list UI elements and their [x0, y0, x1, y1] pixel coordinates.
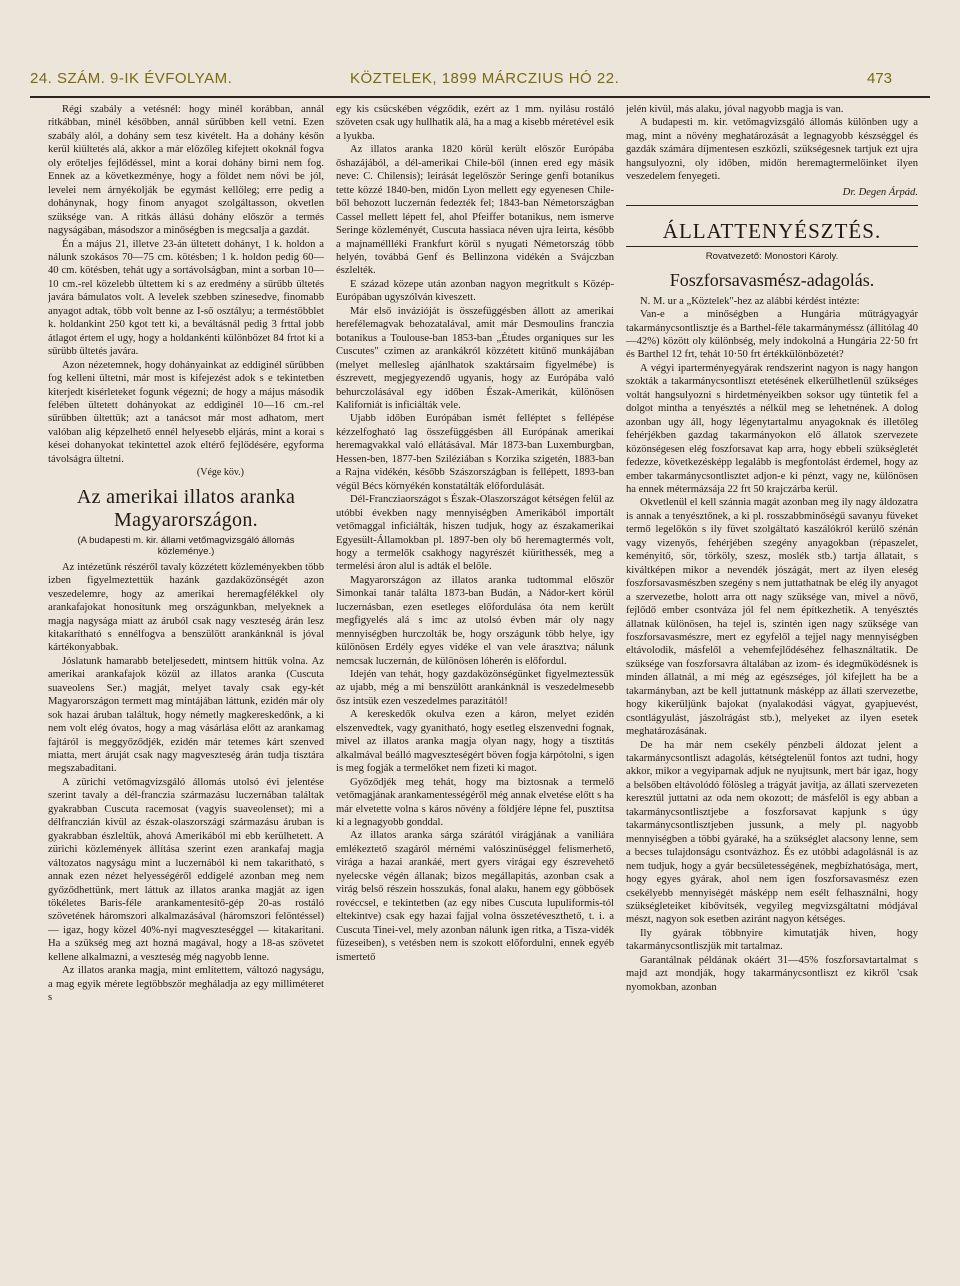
paragraph: Az illatos aranka magja, mint említettem, változó nagyságu, a mag egyik mérete legtöbbször megháladja az egy milliméteret s [48, 965, 324, 1004]
paragraph: A kereskedők okulva ezen a káron, melyet ezidén elszenvedtek, vagy gyanitható, hogy esetleg elszenvedni fognak, mivel az illatos aranka magja olyan nagy, hogy a tisztitás alkalmával beálló magveszteségért böven fogja kárpótolni, s igen is meg fogják a termelőket nem fizeti ki magot. [336, 709, 614, 775]
paragraph: A végyi iparterményegyárak rendszerint nagyon is nagy hangon szokták a takarmánycsontliszt etetésének elkerülhetlenül szükséges voltát hangsulyozni s hirdetményeikben soksor ugy tüntetik fel a dolgot mintha a tenyésztés a nélkül meg se lehetnének. A dolog azonban ugy áll, hogy légenytartalmu anyagoknak és illetőleg fehérjékben gazdag takarmányokon elő állatok szervezete közönségesen elég foszforsavat kap arra, hogy ebbeli szükségletét fedezze, következésképp legalább is megfontolást érdemel, hogy az ember takarmánycsontlisztet adjon-e ki pénzt, vagy ne, különösen ha ennek métermázsája 22 frt 50 krajczárba kerül. [626, 362, 918, 495]
paragraph: A zürichi vetőmagvizsgáló állomás utolsó évi jelentése szerint tavaly a dél-franczia származásu luczernában találtak gyakrabban Cuscuta racemosat (vagyis suaveolenset); mi a délfranczián kivül az észak-olaszországi származásu áruban is gyakrabban észleltük, ahová Amerikából mi ebb kerülhetett. A zürichi közlemények állítása szerint ezen arankafaj magja változatos nagyságu mint a luczernából ki nem takaritható, s annak ezen nézet helyességéről eddigelé azonban meg nem győződhettünk, mert láttuk az illatos aranka magját az igen tökéletes Baris-féle arankamentesítő-gép 20-as rostáló szövetének háromszori alkalmazásával (háromszori felöntéssel) — igaz, hogy közel 40%-nyi magveszteséggel — kitakaritani. Ha a szükség meg azt hozná magával, hogy a 18-as szövetet kellene alkalmazni, a veszteség még nagyobb lenne. [48, 776, 324, 963]
column-1 [48, 103, 324, 1268]
paragraph: Garantálnak példának okáért 31—45% foszforsavtartalmat s majd azt mondják, hogy takarmánycsontliszt ez kikről 'csak nyomokban, azonban [626, 954, 918, 993]
paragraph: Dél-Francziaországot s Észak-Olaszországot kétségen felül az utóbbi években nagy mennyiségben Amerikából importált vetőmaggal inficiálták, hiszen tudjuk, hogy az északamerikai Egyesült-Államokban pl. 1897-ben oly bő heremagtermés volt, hogy a termelők csakhogy nagyrészét kiürithessék, meg a termelési áron alul is adták el belőle. [336, 494, 614, 573]
article-source: (A budapesti m. kir. állami vetőmagvizsgáló állomás közleménye.) [77, 534, 295, 558]
paragraph: Én a május 21, illetve 23-án ültetett dohányt, 1 k. holdon a nálunk szokásos 70—75 cm. kötésben; 1 k. holdon pedig 60—40 cm. kötésben, tehát ugy a sortávolságban, mint a sorban 10—10 cm.-rel közelebb ültettem ki s az eredmény a sűrűbb ültetés javára bámulatos volt. A levelek szebben szinesedve, finomabb anyagot adtak, több volt benne az I-ső osztályu; a terméstöbblet k. holdankint 250 kgot tett ki, a beváltásnál pedig 3 frttal jobb átlagot értem el ugy, hogy a holdankénti különbözet 84 frtot ki a sűrübb ültetés javára. [48, 238, 324, 358]
author-signature: Dr. Degen Árpád. [842, 186, 918, 198]
issue-number: 24. SZÁM. 9-IK ÉVFOLYAM. [30, 70, 233, 87]
paragraph: Azon nézetemnek, hogy dohányainkat az eddiginél sűrűbben fog kelleni ültetni, már most is kifejezést adok s e tekintetben kiterjedt kisérleteket fogunk végezni; de hogy a május második felében ültetett dohányokat az eddiginél 10—16 cm.-rel sűrűbben ültettük; azt a tanácsot már most adhatom, mert valóban alig képzelhető ennél helyesebb eljárás, mint a korai s kései dohanyokat tekintettel azok eltérő fejlődésére, egyforma távolságra ültetni. [48, 359, 324, 465]
continued-note: (Vége köv.) [196, 467, 244, 479]
paragraph: Magyarországon az illatos aranka tudtommal először Simonkai tanár találta 1873-ban Budán, a Nádor-kert körül luczernásban, ezen esetleges előfordulása óta nem került megfigyelés alá s imc az utolsó évben már oly nagy mennyiségben hurczolták be, hogy országunk több helye, igy különösen Erdély egyes vidéke el van vele árasztva; nálunk nemcsak luczernán, de különösen lóherén is előfordul. [336, 574, 614, 667]
paragraph: Okvetlenül el kell szánnia magát azonban meg ily nagy áldozatra is annak a tenyésztőnek, a ki pl. rosszabbminőségű savanyu füveket termő legelőkön s ily füvet szolgáltató kaszálókról kerülő szénán vagy vizenyős, fehérjében szegény anyagokban (répaszelet, keményitő, sör, törköly, szesz, moslék stb.) tartja állatait, s kiváltképen mikor a nevendék jószágát, mert az ilyen eleség foszforsavasmészben szegény s nem juttathatnak be elég ily anyagot a szervezetbe, holott arra ott nagy szüksége van, mivel a növő, fejlődő ember csontváza jól fel nem építkezhetik. A tenyésztés állatnak különösen, ha tejel is, szintén igen nagy szüksége van foszforsavasmészre, mert ez egyfelől a tejjel nagy mennyiségben eltávolodik, másfelől a vehemfejlődéséhez felhasználtatik. De szüksége van foszforsavra általában az izom- és idegműködésnek is minden állatnál, a mi még az egészséges, jól kifejlett ha be a takarmányban, azt be kell juttatnunk másképp az állati szervezetbe, hogy kikerüljünk bajokat (nyalakodási vágyat, gyapjuevést, csontlágyulást, jászolrágást stb.), melyeket az ilyen esetek meghatározásának. [626, 497, 918, 738]
header-rule [30, 96, 930, 98]
section-heading: ÁLLATTENYÉSZTÉS. [626, 218, 918, 247]
paragraph: jelén kivül, más alaku, jóval nagyobb magja is van. [626, 104, 844, 115]
page-header [30, 70, 930, 96]
page-number: 473 [866, 70, 892, 87]
article-title: Foszforsavasmész-adagolás. [669, 269, 875, 290]
paragraph: Jóslatunk hamarabb beteljesedett, mintsem hittük volna. Az amerikai arankafajok közül az illatos aranka (Cuscuta suaveolens Ser.) magját, melyet tavaly csak egy-két Magyarországon termett mag mintájában láttunk, ezidén már oly sok hazai áruban találtuk, hogy németly magkereskedőnk, a ki nem volt elég óvatos, hogy a mag vásárlása előtt az arankamag fajtáról is meggyőződjék, ezidén már tetemes kárt szenved miatta, mert áruját csak nagy magveszteség árán tudja tisztára megszabaditani. [48, 655, 324, 775]
column-2 [336, 103, 614, 1268]
paragraph: A budapesti m. kir. vetőmagvizsgáló állomás különben ugy a mag, mint a növény meghatározását a legnagyobb készséggel és gazdák számára díjmentesen eszközli, szükségesnek tartjuk ezt ujra hangsulyozni, oly időben, midőn heremagtermelőinket ilyen veszedelem fenyegeti. [626, 117, 918, 183]
article-title: Az amerikai illatos aranka Magyarországon. [76, 485, 296, 531]
paragraph: Már első invázióját is összefüggésben állott az amerikai herefélemagvak behozatalával, amit már Desmoulins franczia botanikus a Toulouse-ban 1853-ban „Études organiques sur les Cuscutes" czimen az arankákról közzétett kitűnő munkájában (melyet mellesleg ajánlhatok szaktársaim figyelmébe) is észrevett, megjegyezendő ugyanis, hogy az Európába való behurczolásával egy időben Észak-Amerikát, különösen Kaliforniát is inficiálták vele. [336, 305, 614, 411]
paragraph: Az intézetünk részéről tavaly közzétett közleményekben több izben figyelmeztettük hazánk gazdaközönségét azon veszedelemre, hogy az amerikai heremagfélékkel oly arankafajokat honosítunk meg országunkban, melyeknek a magja nagysága miatt az áruból csak nagy veszteség árán lesz kitakarítható s ennélfogva a benszülött arankánknál is jóval kártékonyabbak. [48, 561, 324, 654]
paragraph: Idején van tehát, hogy gazdaközönségünket figyelmeztessük az ujabb, még a mi benszülött arankánknál is veszedelmesebb ősz intsük ezen veszedelmes parazitától! [336, 669, 614, 707]
paragraph: De ha már nem csekély pénzbeli áldozat jelent a takarmánycsontliszt adagolás, kétségtelenül fontos azt tudni, hogy akkor, mikor a vegyiparnak adjuk ne nyujtsunk, mert bár igaz, hogy a belsőben eltávolódó fölösleg a trágyát javítja, az állati szervezeten keresztül juttatni az oda nem okozott; de másfelől is egy abban a takarmánycsontlisztjebe a foszforsavat kapjunk s úgy takarmánycsontlisztjeben jussunk, a mely pl. nagyobb mennyiségben a többi gyáraké, ha a szükséglet alacsony lenne, sem a becses tulajdonságu csontvázhoz. És ez utóbbi adagolásnál is az nem tudjuk, hogy a gyár becsületességének, megbízhatósága, mert, hogy egyes gyárak, ahol nem igen foszforsavasmész ezen csekélyebb mennyiségét másképp nem esélt felhasználni, hogy szükségleteiket kibővítsék, vegyileg megvizsgáltatni módjával mészt, nagyon sok esetben aziránt nagyon kétséges. [626, 739, 918, 926]
section-editor: Rovatvezető: Monostori Károly. [705, 251, 839, 263]
section-rule [626, 205, 918, 206]
paragraph: Van-e a minőségben a Hungária műtrágyagyár takarmánycsontlisztje és a Barthel-féle takarmányméssz (állítólag 40—42%) között oly különbség, mely indokolná a Hungária 22·50 frt és Barthel 12 frt, tehát 10·50 frt értékkülönbözetét? [626, 309, 918, 361]
paragraph: N. M. ur a „Köztelek"-hez az alábbi kérdést intézte: [640, 295, 860, 307]
paragraph: egy kis csücskében végződik, ezért az 1 mm. nyilásu rostáló szöveten csak ugy hullhatik alá, ha a mag a kisebb méretével esik a lyukba. [336, 104, 614, 142]
paragraph: Ujabb időben Európában ismét felléptet s fellépése kézzelfogható lag összefüggésben áll Európának amerikai heremagvakkal való ellátásával. Már 1873-ban Luxemburgban, Hessen-ben, 1877-ben Sziléziában s Korzika szigetén, 1883-ban a Rajna vidékén, később Szászországban is fellépett, 1893-ban végül Bécs környékén konstatálták előfordulását. [336, 413, 614, 492]
paragraph: Az illatos aranka sárga szárától virágjának a vaniliára emlékeztető szagáról mérnémi valószinüséggel felismerhető, virága a hazai arankáé, mert gyers virágai egy észrevehető nyelecske végén állanak; bizos megállapitás, azonban csak a virág belső részein hosszukás, fonal alaku, hanem egy göbbösek rovéccsel, e tekintetben (az egy nibes Cuscuta lupuliformis-tól eltekintve) csak egy hazai fajjal volna összetéveszthető, t. i. a Cuscuta Tinei-vel, mely azonban nálunk igen ritka, a Tisza-vidék füzeseiben), s vetésben nem is szokott előfordulni, ennek egyéb ismertető [336, 830, 614, 963]
paragraph: Az illatos aranka 1820 körül került először Európába őshazájából, a dél-amerikai Chile-ből (innen ered egy másik neve: C. Chilensis); leirását legelőször Seringe genfi botanikus tette közzé 1840-ben, midőn Lyon mellett egy egyenesen Chile-ből behozott luczernán fedezték fel; 1843-ban Németországban Cassel mellett lépett fel, ahol Pfeiffer botanikus, nem ismerve Seringe közleményét, Cuscuta hassiaca néven ujra leirta, később a majnaméllléki Frankfurt körül s nyugati Németország több helyén, továbbá Genf és Bellinzona vidékén a Svájczban észlelték. [336, 144, 614, 277]
paragraph: E század közepe után azonban nagyon megritkult s Közép-Európában ugyszólván kiveszett. [336, 278, 614, 304]
paragraph: Győződjék meg tehát, hogy ma biztosnak a termelő vetőmagjának arankamentességéről még annak elvetése előtt s ha már elvetette volna s káros növény a földjére lépne fel, pusztitsa ki a legnagyobb gonddal. [336, 776, 614, 829]
paragraph: Ily gyárak többnyire kimutatják hiven, hogy takarmánycsontliszjük mit tartalmaz. [626, 927, 918, 953]
paragraph: Régi szabály a vetésnél: hogy minél korábban, annál ritkábban, minél későbben, annál sűrűbben kell vetni. Ezen szabály alól, a dohány sem tesz kivételt. Ha a dohány későn kerül kiültetés alá, akkor a már előzőleg kifejtett okoknál fogva oly erőteljes fejlődéssel, mint a korai dohány birni nem fog. Ennek az a következménye, hogy a földet nem növi be jól, levelei nem árnyékolják be egymást kellőleg; erre pedig a dohánynak, hogy finom anyagot szolgáltasson, okvetlen szüksége van. A ritkás állású dohány először a termés nagyságában, másodszor a minőségben is megcsalja a gazdát. [48, 104, 324, 237]
column-3 [626, 103, 918, 1268]
publication-date: KÖZTELEK, 1899 MÁRCZIUS HÓ 22. [350, 70, 620, 87]
